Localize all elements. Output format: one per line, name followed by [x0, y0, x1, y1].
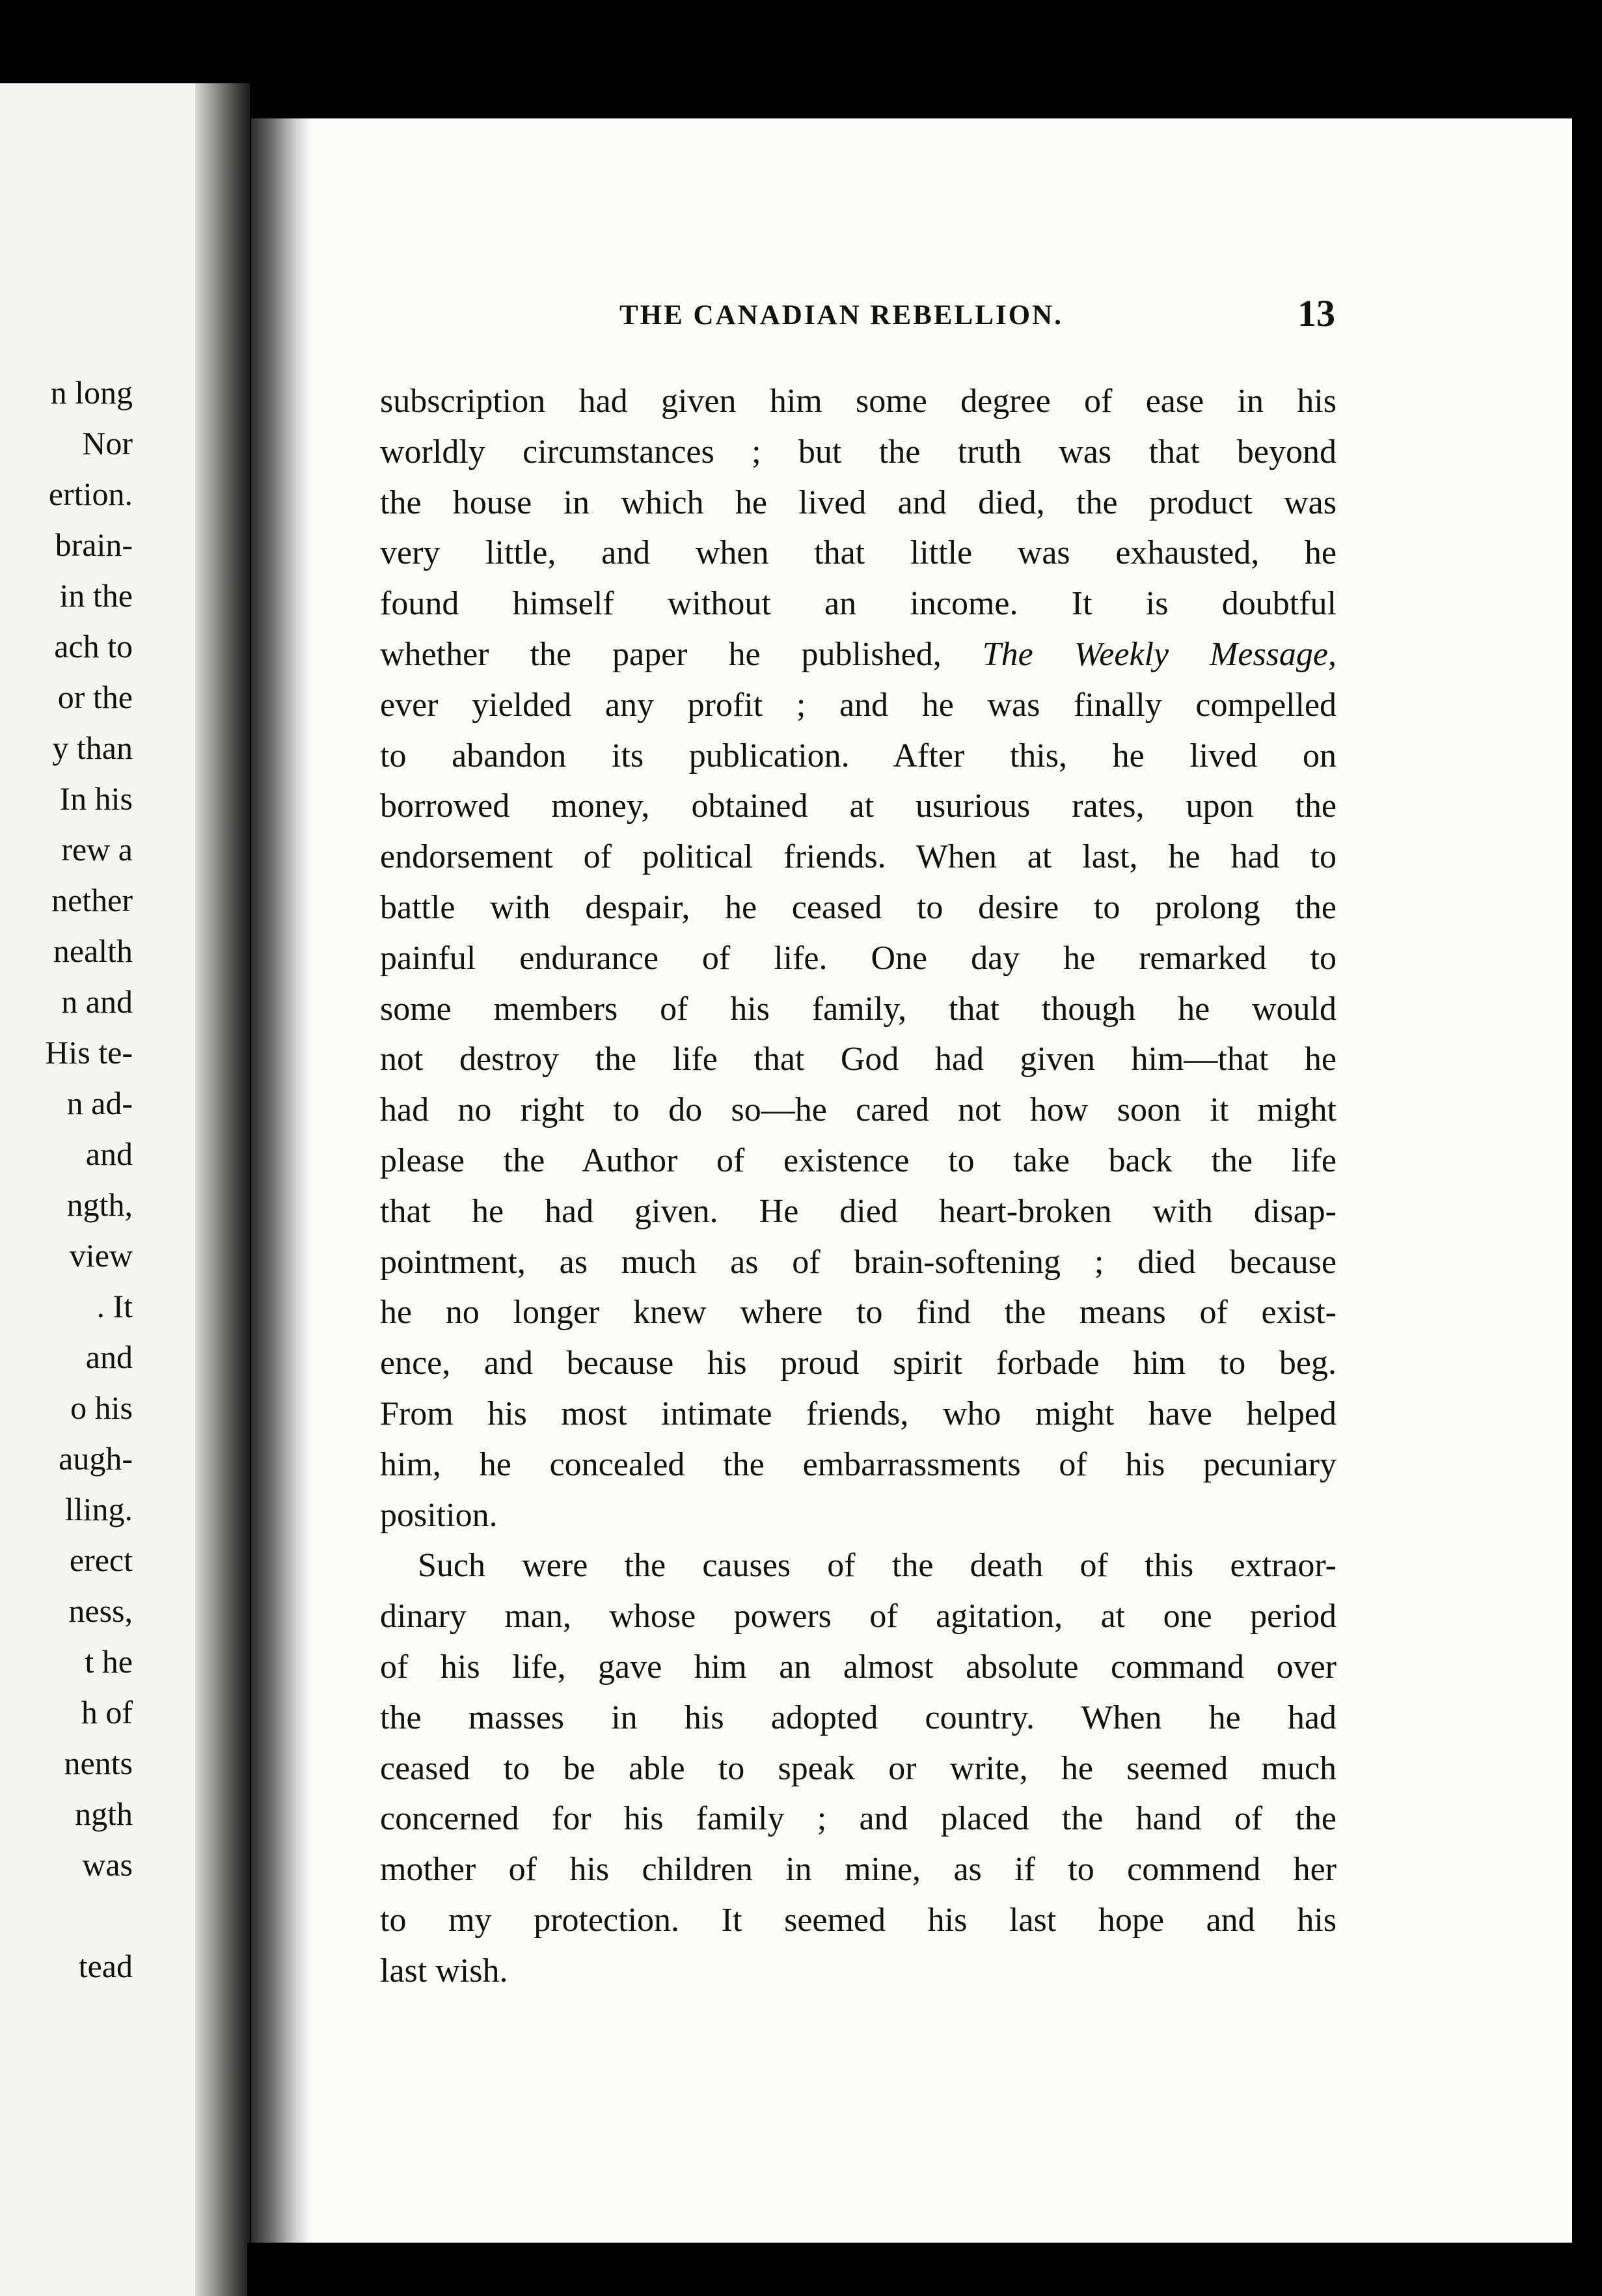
text-line: he no longer knew where to find the means of exist-: [380, 1294, 1337, 1332]
left-page-line: nents: [64, 1745, 133, 1781]
text-line: subscription had given him some degree of ease in his: [380, 383, 1337, 420]
text-line: very little, and when that little was exhausted, he: [380, 534, 1337, 572]
text-line: last wish.: [380, 1952, 508, 1989]
text-line: the house in which he lived and died, the product was: [380, 484, 1337, 521]
left-page-line: in the: [59, 577, 133, 614]
left-page-line: erect: [69, 1542, 133, 1578]
text-line: found himself without an income. It is doubtful: [380, 585, 1337, 623]
text-line: ence, and because his proud spirit forbade him to beg.: [380, 1345, 1337, 1382]
text-line: of his life, gave him an almost absolute command over: [380, 1648, 1337, 1686]
left-page-line: augh-: [59, 1440, 133, 1477]
left-page-line: view: [69, 1237, 133, 1274]
text-line: not destroy the life that God had given him—that he: [380, 1041, 1337, 1078]
left-page-line: t he: [85, 1643, 133, 1680]
left-page-line: h of: [81, 1694, 133, 1730]
paragraph-1: [380, 376, 1337, 1540]
text-line: position.: [380, 1496, 498, 1534]
text-line: painful endurance of life. One day he remarked to: [380, 939, 1337, 977]
text-line: battle with despair, he ceased to desire to prolong the: [380, 888, 1337, 926]
text-line: worldly circumstances ; but the truth was that beyond: [380, 433, 1337, 471]
text-line: dinary man, whose powers of agitation, at one period: [380, 1598, 1337, 1635]
left-page-line: n long: [50, 374, 133, 411]
left-page-line: ngth: [75, 1796, 133, 1832]
left-page-line: ness,: [68, 1592, 133, 1629]
text-line: ever yielded any profit ; and he was finally compelled: [380, 686, 1337, 724]
left-page-line: ertion.: [48, 476, 133, 512]
left-page-line: ngth,: [66, 1186, 133, 1223]
left-page-line: rew a: [61, 831, 133, 868]
left-page-line: and: [85, 1339, 133, 1375]
text-line: mother of his children in mine, as if to commend her: [380, 1851, 1337, 1889]
scan-bottom-border: [247, 2243, 1602, 2296]
text-line: ceased to be able to speak or write, he seemed much: [380, 1749, 1337, 1787]
text-line: some members of his family, that though he would: [380, 990, 1337, 1028]
left-page-line: was: [82, 1846, 133, 1883]
left-page-line: brain-: [55, 526, 133, 563]
text-line: [380, 629, 1337, 680]
left-page-line: nether: [51, 882, 133, 918]
text-line: that he had given. He died heart-broken with disap-: [380, 1192, 1337, 1230]
left-page-gutter-shadow: [195, 83, 250, 2296]
left-page-line: o his: [70, 1389, 133, 1426]
left-page-line: ach to: [54, 628, 133, 664]
text-line: to abandon its publication. After this, he lived on: [380, 737, 1337, 774]
newspaper-title: The Weekly Message,: [982, 635, 1337, 673]
text-line: to my protection. It seemed his last hope and his: [380, 1901, 1337, 1939]
text-line: the masses in his adopted country. When he had: [380, 1699, 1337, 1736]
text-line: please the Author of existence to take back the life: [380, 1141, 1337, 1179]
text-line: endorsement of political friends. When at last, he had to: [380, 838, 1337, 876]
paragraph-2: [380, 1540, 1337, 1996]
left-page-line: n ad-: [66, 1085, 133, 1121]
left-page-line: y than: [52, 730, 133, 766]
page-number: 13: [1297, 292, 1335, 335]
text-line: concerned for his family ; and placed the hand of the: [380, 1800, 1337, 1838]
body-text: [380, 376, 1337, 1997]
left-page-line: In his: [59, 780, 133, 817]
left-page-line: . It: [96, 1288, 133, 1324]
text-line: him, he concealed the embarrassments of his pecuniary: [380, 1445, 1337, 1483]
left-page-line: tead: [78, 1948, 133, 1984]
text-line: pointment, as much as of brain-softening ; died because: [380, 1243, 1337, 1281]
text-line-start: whether the paper he published,: [380, 635, 942, 673]
text-line: had no right to do so—he cared not how soon it might: [380, 1091, 1337, 1129]
right-page-gutter-shadow: [251, 118, 310, 2243]
running-head: THE CANADIAN REBELLION.: [619, 300, 1063, 331]
left-page-line: and: [85, 1136, 133, 1172]
text-line: Such were the causes of the death of this extraor-: [418, 1547, 1337, 1585]
left-page-line: Nor: [82, 425, 133, 461]
left-page-line: lling.: [64, 1491, 133, 1527]
left-page-line: His te-: [45, 1034, 133, 1071]
left-page-line: or the: [57, 679, 133, 715]
left-page-line: n and: [61, 983, 133, 1020]
text-line: From his most intimate friends, who might have helped: [380, 1395, 1337, 1432]
left-page-line: nealth: [53, 933, 133, 969]
text-line: borrowed money, obtained at usurious rates, upon the: [380, 787, 1337, 825]
